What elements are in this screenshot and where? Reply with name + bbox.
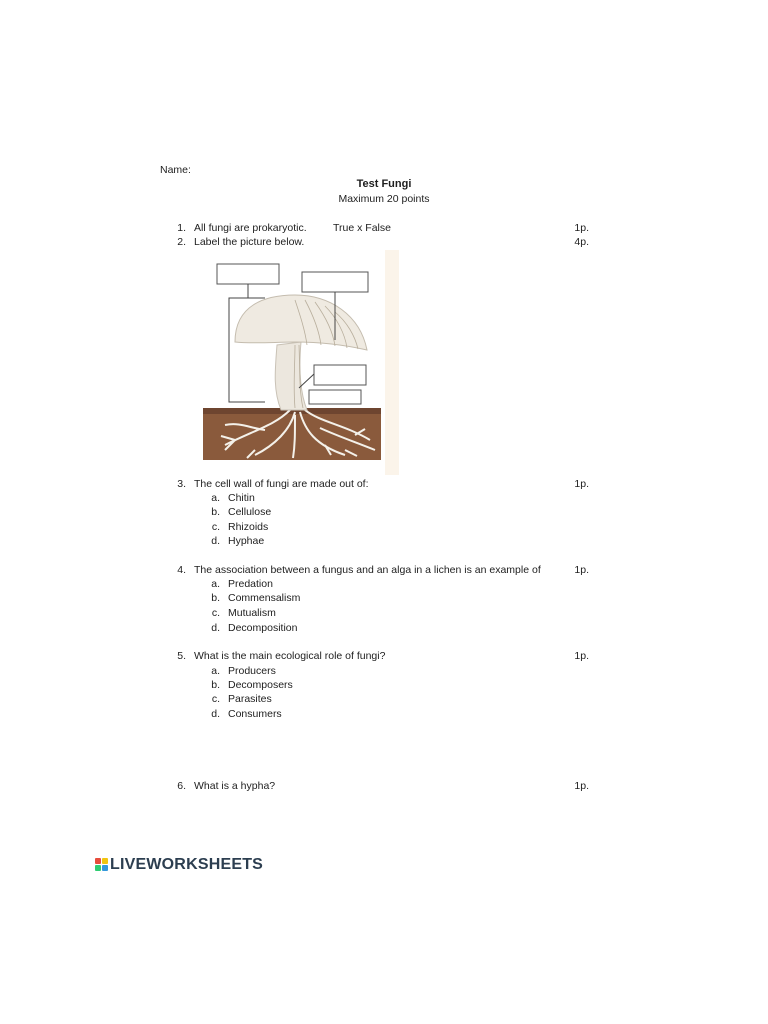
question-points: 1p. xyxy=(574,222,589,234)
label-box-1 xyxy=(217,264,279,284)
question-points: 1p. xyxy=(574,650,589,662)
option-letter: c. xyxy=(211,607,220,619)
question-text: What is a hypha? xyxy=(194,780,276,792)
page-title: Test Fungi xyxy=(356,178,412,190)
question-text: What is the main ecological role of fungi? xyxy=(194,650,386,662)
mushroom-illustration xyxy=(195,250,405,475)
option-letter: d. xyxy=(211,622,220,634)
question-text: The cell wall of fungi are made out of: xyxy=(194,478,369,490)
image-edge-strip xyxy=(385,250,399,475)
question-points: 1p. xyxy=(574,564,589,576)
option-text: Commensalism xyxy=(228,592,301,604)
question-number: 2. xyxy=(177,236,186,248)
option-letter: a. xyxy=(211,665,220,677)
option-text: Producers xyxy=(228,665,276,677)
cap xyxy=(235,295,367,350)
option-text: Decomposers xyxy=(228,679,293,691)
question-text: All fungi are prokaryotic. xyxy=(194,222,307,234)
label-box-2 xyxy=(302,272,368,292)
option-text: Consumers xyxy=(228,708,282,720)
option-text: Rhizoids xyxy=(228,521,269,533)
question-number: 6. xyxy=(177,780,186,792)
option-text: Mutualism xyxy=(228,607,276,619)
question-number: 5. xyxy=(177,650,186,662)
question-points: 1p. xyxy=(574,780,589,792)
option-text: Chitin xyxy=(228,492,255,504)
option-text: Cellulose xyxy=(228,506,272,518)
option-letter: b. xyxy=(211,679,220,691)
page-subtitle: Maximum 20 points xyxy=(338,193,430,205)
logo-grid-icon xyxy=(95,858,109,872)
true-false-answer: True x False xyxy=(333,222,391,234)
name-label: Name: xyxy=(160,164,191,176)
label-box-4 xyxy=(309,390,361,404)
option-letter: a. xyxy=(211,578,220,590)
label-box-3 xyxy=(314,365,366,385)
question-text: Label the picture below. xyxy=(194,236,305,248)
option-letter: d. xyxy=(211,708,220,720)
question-points: 1p. xyxy=(574,478,589,490)
stipe xyxy=(275,342,307,410)
option-letter: c. xyxy=(211,693,220,705)
option-text: Parasites xyxy=(228,693,272,705)
option-letter: b. xyxy=(211,506,220,518)
question-points: 4p. xyxy=(574,236,589,248)
soil-layer xyxy=(203,408,381,460)
mushroom-diagram xyxy=(195,250,405,475)
question-text: The association between a fungus and an alga in a lichen is an example of xyxy=(194,564,541,576)
option-text: Decomposition xyxy=(228,622,298,634)
question-number: 3. xyxy=(177,478,186,490)
option-letter: a. xyxy=(211,492,220,504)
question-number: 1. xyxy=(177,222,186,234)
question-number: 4. xyxy=(177,564,186,576)
liveworksheets-logo[interactable] xyxy=(95,855,263,875)
option-letter: c. xyxy=(211,521,220,533)
option-letter: d. xyxy=(211,535,220,547)
option-text: Hyphae xyxy=(228,535,265,547)
option-letter: b. xyxy=(211,592,220,604)
option-text: Predation xyxy=(228,578,273,590)
logo-text: LIVEWORKSHEETS xyxy=(110,856,264,873)
